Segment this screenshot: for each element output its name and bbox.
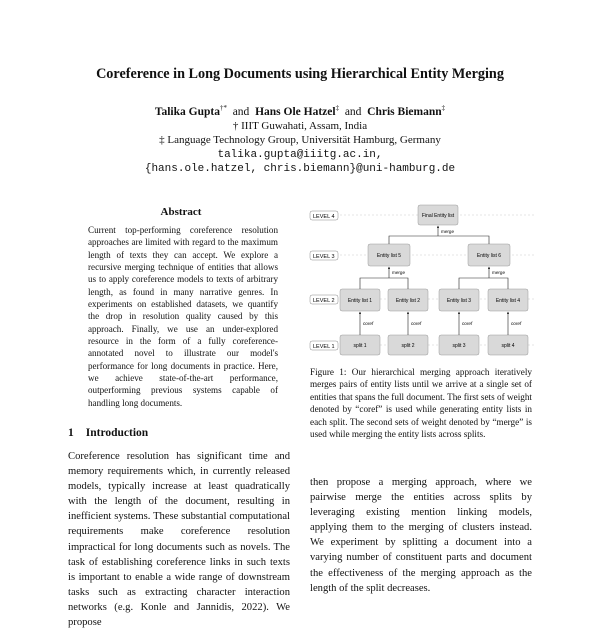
coref-label-2: coref xyxy=(411,321,422,326)
final-entity-label: Final Entity list xyxy=(421,213,455,219)
abstract-text: Current top-performing coreference resolution approaches are limited with regard to the maximum length of texts they can accept. We explore a recursive merging technique of entities that allows us to apply coreference models to texts of arbitrary length, as found in many narrative genres. In experiments on established datasets, we quantify the drop in resolution quality caused by this approach. Finally, we use an under-explored resource in the form of a fully coreference-annotated novel to illustrate our model's performance for long documents in practice. Here, we achieve state-of-the-art performance, outperforming previous systems capable of handling long documents. xyxy=(88,225,278,408)
split-2: split 2 xyxy=(401,343,415,349)
author-2-mark: ‡ xyxy=(335,104,340,112)
affiliation-2: ‡ Language Technology Group, Universität Hamburg, Germany xyxy=(159,134,441,146)
merge-connector-b xyxy=(459,278,508,289)
introduction-text: Coreference resolution has significant time and memory requirements which, in currently released models, typically increase at least quadratically with the length of the document, resulting in inefficient systems. These substantial computational requirements make coreference resolution impractical for long documents such as novels. The task of establishing coreference links in such texts is important to enable a wide range of downstream tasks such as extracting character interaction networks (e.g. Konle and Jannidis, 2022). We propose xyxy=(68,451,290,629)
author-and-1: and xyxy=(232,105,250,118)
entity-list-1: Entity list 1 xyxy=(347,298,373,304)
split-1: split 1 xyxy=(353,343,367,349)
right-column-text: then propose a merging approach, where we pairwise merge the entities across splits by leveraging existing mention linking models, applying them to the merging of clusters instead. We experiment by splitting a document into a varying number of constituent parts and document the effectiveness of the merging approach as the length of the split decreases. xyxy=(310,477,532,594)
email-2: {hans.ole.hatzel, chris.biemann}@uni-hamburg.de xyxy=(144,163,456,175)
split-3: split 3 xyxy=(452,343,466,349)
merge-label-6: merge xyxy=(492,270,506,275)
author-line xyxy=(0,104,600,118)
section-title: Introduction xyxy=(85,427,149,439)
coref-label-3: coref xyxy=(462,321,473,326)
paper-title: Coreference in Long Documents using Hierarchical Entity Merging xyxy=(96,66,504,82)
merge-connector-top xyxy=(389,236,489,244)
abstract-heading: Abstract xyxy=(160,206,202,218)
author-1-mark: †* xyxy=(219,104,227,112)
author-and-2: and xyxy=(344,105,362,118)
level-1-label: LEVEL 1 xyxy=(313,344,335,350)
author-3: Chris Biemann xyxy=(367,105,442,118)
email-1: talika.gupta@iiitg.ac.in, xyxy=(217,149,383,161)
author-3-mark: ‡ xyxy=(441,104,446,112)
coref-label-4: coref xyxy=(511,321,522,326)
merge-label-final: merge xyxy=(441,229,455,234)
author-2: Hans Ole Hatzel xyxy=(255,105,336,118)
section-number: 1 xyxy=(68,427,74,439)
coref-label-1: coref xyxy=(363,321,374,326)
level-2-label: LEVEL 2 xyxy=(313,298,335,304)
entity-list-6: Entity list 6 xyxy=(476,253,502,259)
entity-list-4: Entity list 4 xyxy=(495,298,521,304)
author-1: Talika Gupta xyxy=(154,105,220,118)
split-4: split 4 xyxy=(501,343,515,349)
figure-1 xyxy=(308,200,538,360)
merge-connector-a xyxy=(360,278,408,289)
section-heading xyxy=(68,427,160,439)
level-3-label: LEVEL 3 xyxy=(313,254,335,260)
merge-label-5: merge xyxy=(392,270,406,275)
affiliation-1: † IIIT Guwahati, Assam, India xyxy=(232,120,368,132)
level-4-label: LEVEL 4 xyxy=(313,214,335,220)
entity-list-5: Entity list 5 xyxy=(376,253,402,259)
entity-list-2: Entity list 2 xyxy=(395,298,421,304)
figure-caption: Figure 1: Our hierarchical merging approach iteratively merges pairs of entity lists until we arrive at a single set of entities that spans the full document. The first sets of weight denoted by “coref” is used while generating entity lists in each split. The second sets of weight denoted by “merge” is used while merging the entity lists across splits. xyxy=(310,367,532,440)
entity-list-3: Entity list 3 xyxy=(446,298,472,304)
